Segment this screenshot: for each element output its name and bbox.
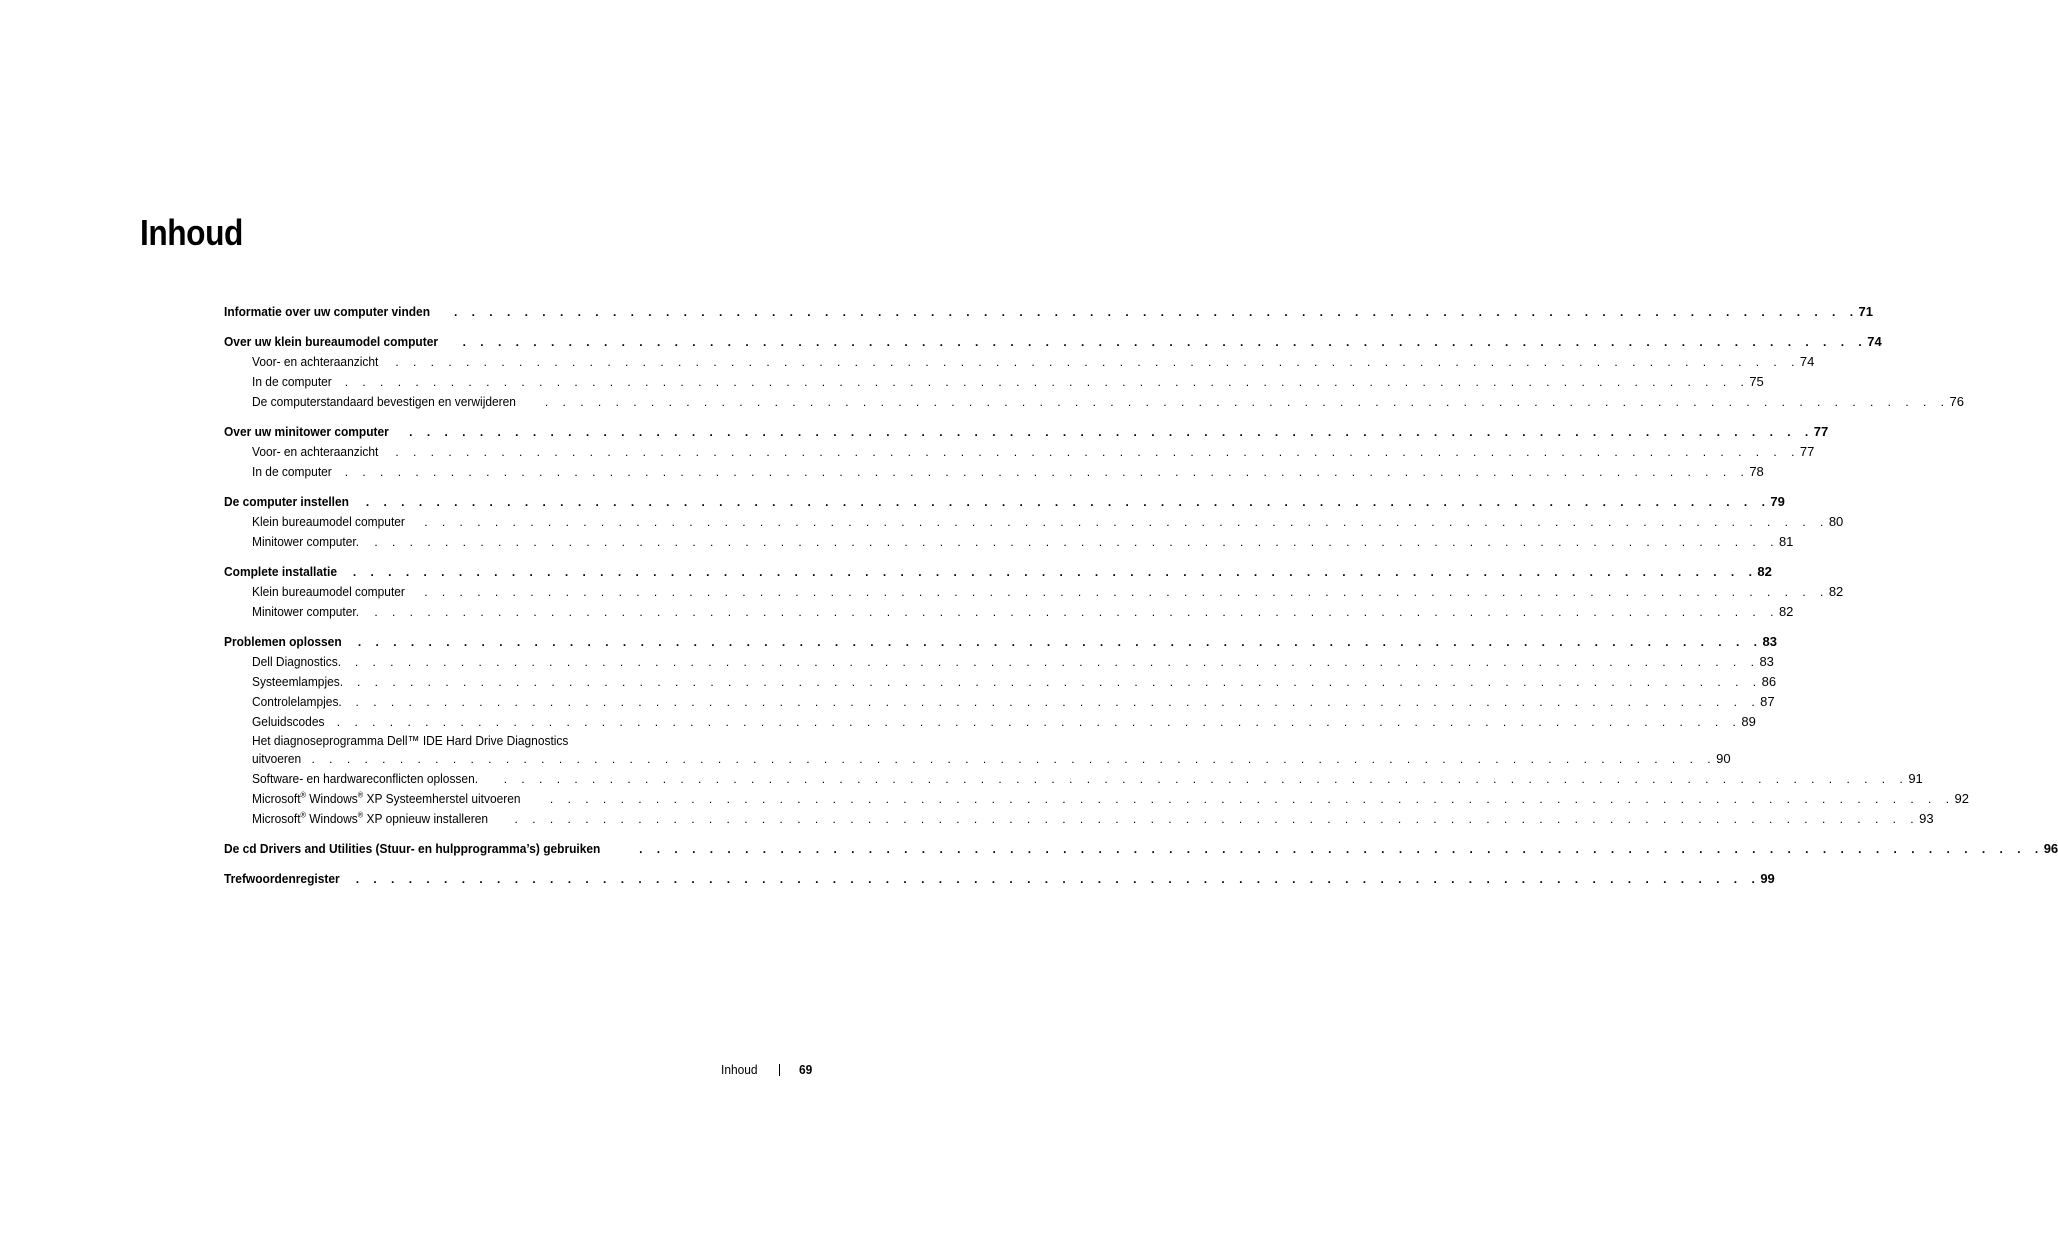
toc-entry-page-number: 87 (1760, 694, 1775, 709)
dot-leader: . . . . . . . . . . . . . . . . . . . . . . . . . . . . . . . . . . . . . . . . . . . . . . . . . . . . . . . . . . . . . . . . . . . . . . . . . . . . . . . . (453, 305, 1859, 319)
toc-entry-label: Geluidscodes (252, 712, 330, 732)
toc-entry[interactable] (224, 462, 1764, 482)
toc-entry[interactable] (224, 392, 1964, 412)
dot-leader: . . . . . . . . . . . . . . . . . . . . . . . . . . . . . . . . . . . . . . . . . . . . . . . . . . . . . . . . . . . . . . . . . . . . . . . . . . . . . . . . (544, 395, 1950, 409)
toc-entry-page-number: 78 (1749, 464, 1764, 479)
page-title: Inhoud (140, 212, 243, 253)
toc-entry-label: Trefwoordenregister (224, 869, 345, 889)
toc-entry[interactable] (224, 582, 1844, 602)
toc-entry[interactable] (224, 442, 1815, 462)
toc-entry-label: Systeemlampjes. (252, 672, 349, 692)
dot-leader: . . . . . . . . . . . . . . . . . . . . . . . . . . . . . . . . . . . . . . . . . . . . . . . . . . . . . . . . . . . . . . . . . . . . . . . . . . . . . . . . (549, 792, 1955, 806)
toc-entry-label-part: Windows (305, 791, 358, 806)
dot-leader: . . . . . . . . . . . . . . . . . . . . . . . . . . . . . . . . . . . . . . . . . . . . . . . . . . . . . . . . . . . . . . . . . . . . . . . . . . . . . . . . (365, 495, 1771, 509)
dot-leader: . . . . . . . . . . . . . . . . . . . . . . . . . . . . . . . . . . . . . . . . . . . . . . . . . . . . . . . . . . . . . . . . . . . . . . . . . . . . . . . . (424, 515, 1829, 529)
toc-entry[interactable] (224, 769, 1923, 789)
table-of-contents (224, 302, 2058, 889)
dot-leader: . . . . . . . . . . . . . . . . . . . . . . . . . . . . . . . . . . . . . . . . . . . . . . . . . . . . . . . . . . . . . . . . . . . . . . . . . . . . . . . . (639, 842, 2044, 856)
toc-entry[interactable] (224, 562, 1772, 582)
toc-entry-label: De computerstandaard bevestigen en verwijderen (252, 392, 521, 412)
dot-leader: . . . . . . . . . . . . . . . . . . . . . . . . . . . . . . . . . . . . . . . . . . . . . . . . . . . . . . . . . . . . . . . . . . . . . . . . . . . . . . . . (374, 535, 1779, 549)
registered-mark: ® (300, 810, 306, 820)
dot-leader: . . . . . . . . . . . . . . . . . . . . . . . . . . . . . . . . . . . . . . . . . . . . . . . . . . . . . . . . . . . . . . . . . . . . . . . . . . . . . . . . (344, 375, 1750, 389)
toc-entry[interactable] (224, 492, 1785, 512)
toc-entry[interactable] (224, 869, 1775, 889)
toc-entry-page-number: 77 (1813, 424, 1829, 439)
toc-entry-label: Voor- en achteraanzicht (252, 352, 384, 372)
toc-entry-label: De computer instellen (224, 492, 354, 512)
dot-leader: . . . . . . . . . . . . . . . . . . . . . . . . . . . . . . . . . . . . . . . . . . . . . . . . . . . . . . . . . . . . . . . . . . . . . . . . . . . . . . . . (462, 335, 1868, 349)
toc-entry-label: Klein bureaumodel computer (252, 582, 410, 602)
toc-entry-page-number: 76 (1949, 394, 1964, 409)
toc-entry-page-number: 99 (1760, 871, 1775, 886)
toc-entry-page-number: 91 (1908, 771, 1923, 786)
toc-entry-label: Over uw minitower computer (224, 422, 394, 442)
dot-leader: . . . . . . . . . . . . . . . . . . . . . . . . . . . . . . . . . . . . . . . . . . . . . . . . . . . . . . . . . . . . . . . . . . . . . . . . . . . . . . . . (311, 752, 1717, 766)
toc-entry-label: In de computer (252, 462, 337, 482)
toc-entry[interactable] (224, 332, 1882, 352)
registered-mark: ® (357, 810, 364, 820)
toc-entry-label: Complete installatie (224, 562, 343, 582)
toc-entry[interactable] (224, 422, 1829, 442)
dot-leader: . . . . . . . . . . . . . . . . . . . . . . . . . . . . . . . . . . . . . . . . . . . . . . . . . . . . . . . . . . . . . . . . . . . . . . . . . . . . . . . . (344, 465, 1750, 479)
toc-entry-label: Minitower computer. (252, 602, 365, 622)
toc-entry-page-number: 77 (1799, 444, 1815, 459)
toc-entry[interactable] (224, 732, 1731, 769)
toc-entry-page-number: 80 (1828, 514, 1844, 529)
toc-entry[interactable] (224, 602, 1794, 622)
toc-entry-page-number: 83 (1759, 654, 1774, 669)
toc-entry[interactable] (224, 652, 1774, 672)
toc-entry-page-number: 83 (1762, 634, 1777, 649)
toc-entry-label: Klein bureaumodel computer (252, 512, 410, 532)
toc-entry-label-part: Microsoft (252, 811, 301, 826)
dot-leader: . . . . . . . . . . . . . . . . . . . . . . . . . . . . . . . . . . . . . . . . . . . . . . . . . . . . . . . . . . . . . . . . . . . . . . . . . . . . . . . . (514, 812, 1920, 826)
toc-entry-label: Controlelampjes. (252, 692, 347, 712)
toc-entry-label (252, 789, 526, 809)
toc-entry-label: Voor- en achteraanzicht (252, 442, 384, 462)
toc-entry-page-number: 81 (1778, 534, 1794, 549)
toc-entry[interactable] (224, 352, 1815, 372)
toc-entry-label-part: Microsoft (252, 791, 301, 806)
toc-entry[interactable] (224, 302, 1874, 322)
toc-entry-page-number: 82 (1778, 604, 1794, 619)
toc-entry-label: Problemen oplossen (224, 632, 347, 652)
dot-leader: . . . . . . . . . . . . . . . . . . . . . . . . . . . . . . . . . . . . . . . . . . . . . . . . . . . . . . . . . . . . . . . . . . . . . . . . . . . . . . . . (336, 715, 1742, 729)
toc-entry-page-number: 86 (1761, 674, 1777, 689)
toc-entry-label-part: Windows (305, 811, 358, 826)
toc-entry-label-part: XP opnieuw installeren (363, 811, 489, 826)
toc-entry[interactable] (224, 809, 1934, 829)
toc-entry-page-number: 75 (1749, 374, 1764, 389)
toc-entry-page-number: 93 (1919, 811, 1934, 826)
toc-entry-label-line1: Het diagnoseprogramma Dell™ IDE Hard Drive Diagnostics (252, 733, 569, 748)
toc-entry[interactable] (224, 632, 1777, 652)
toc-entry-page-number: 92 (1954, 791, 1969, 806)
registered-mark: ® (300, 790, 306, 800)
dot-leader: . . . . . . . . . . . . . . . . . . . . . . . . . . . . . . . . . . . . . . . . . . . . . . . . . . . . . . . . . . . . . . . . . . . . . . . . . . . . . . . . (424, 585, 1829, 599)
footer-separator (779, 1064, 780, 1076)
dot-leader: . . . . . . . . . . . . . . . . . . . . . . . . . . . . . . . . . . . . . . . . . . . . . . . . . . . . . . . . . . . . . . . . . . . . . . . . . . . . . . . . (356, 675, 1762, 689)
toc-entry-label-part: XP Systeemherstel uitvoeren (363, 791, 521, 806)
toc-entry[interactable] (224, 712, 1756, 732)
toc-entry-label: Informatie over uw computer vinden (224, 302, 436, 322)
toc-entry[interactable] (224, 672, 1777, 692)
toc-entry-page-number: 96 (2043, 841, 2058, 856)
dot-leader: . . . . . . . . . . . . . . . . . . . . . . . . . . . . . . . . . . . . . . . . . . . . . . . . . . . . . . . . . . . . . . . . . . . . . . . . . . . . . . . . (352, 565, 1758, 579)
dot-leader: . . . . . . . . . . . . . . . . . . . . . . . . . . . . . . . . . . . . . . . . . . . . . . . . . . . . . . . . . . . . . . . . . . . . . . . . . . . . . . . . (357, 635, 1763, 649)
dot-leader: . . . . . . . . . . . . . . . . . . . . . . . . . . . . . . . . . . . . . . . . . . . . . . . . . . . . . . . . . . . . . . . . . . . . . . . . . . . . . . . . (355, 695, 1761, 709)
dot-leader: . . . . . . . . . . . . . . . . . . . . . . . . . . . . . . . . . . . . . . . . . . . . . . . . . . . . . . . . . . . . . . . . . . . . . . . . . . . . . . . . (355, 872, 1761, 886)
toc-entry[interactable] (224, 692, 1775, 712)
dot-leader: . . . . . . . . . . . . . . . . . . . . . . . . . . . . . . . . . . . . . . . . . . . . . . . . . . . . . . . . . . . . . . . . . . . . . . . . . . . . . . . . (395, 355, 1800, 369)
toc-entry-page-number: 89 (1741, 714, 1756, 729)
dot-leader: . . . . . . . . . . . . . . . . . . . . . . . . . . . . . . . . . . . . . . . . . . . . . . . . . . . . . . . . . . . . . . . . . . . . . . . . . . . . . . . . (374, 605, 1779, 619)
toc-entry-label: Dell Diagnostics. (252, 652, 347, 672)
toc-entry[interactable] (224, 789, 1969, 809)
toc-entry-label: De cd Drivers and Utilities (Stuur- en hulpprogramma’s) gebruiken (224, 839, 606, 859)
toc-entry[interactable] (224, 839, 2058, 859)
toc-entry-label (252, 809, 494, 829)
footer-section-title: Inhoud (721, 1062, 758, 1077)
toc-entry[interactable] (224, 372, 1764, 392)
toc-entry-page-number: 90 (1716, 751, 1731, 766)
dot-leader: . . . . . . . . . . . . . . . . . . . . . . . . . . . . . . . . . . . . . . . . . . . . . . . . . . . . . . . . . . . . . . . . . . . . . . . . . . . . . . . . (395, 445, 1800, 459)
footer-page-number: 69 (799, 1062, 813, 1077)
toc-entry-label: Software- en hardwareconflicten oplossen. (252, 769, 484, 789)
toc-entry-label: Minitower computer. (252, 532, 365, 552)
registered-mark: ® (357, 790, 364, 800)
dot-leader: . . . . . . . . . . . . . . . . . . . . . . . . . . . . . . . . . . . . . . . . . . . . . . . . . . . . . . . . . . . . . . . . . . . . . . . . . . . . . . . . (354, 655, 1760, 669)
toc-entry-label: uitvoeren (252, 749, 307, 769)
toc-entry-page-number: 79 (1770, 494, 1785, 509)
toc-entry-label: Over uw klein bureaumodel computer (224, 332, 444, 352)
toc-entry-page-number: 82 (1828, 584, 1844, 599)
toc-entry-page-number: 74 (1867, 334, 1882, 349)
toc-entry-page-number: 74 (1799, 354, 1815, 369)
toc-entry-page-number: 71 (1858, 304, 1874, 319)
dot-leader: . . . . . . . . . . . . . . . . . . . . . . . . . . . . . . . . . . . . . . . . . . . . . . . . . . . . . . . . . . . . . . . . . . . . . . . . . . . . . . . . (409, 425, 1814, 439)
toc-entry-page-number: 82 (1757, 564, 1772, 579)
toc-entry-label: In de computer (252, 372, 337, 392)
toc-entry[interactable] (224, 532, 1794, 552)
toc-entry[interactable] (224, 512, 1844, 532)
dot-leader: . . . . . . . . . . . . . . . . . . . . . . . . . . . . . . . . . . . . . . . . . . . . . . . . . . . . . . . . . . . . . . . . . . . . . . . . . . . . . . . . (503, 772, 1909, 786)
